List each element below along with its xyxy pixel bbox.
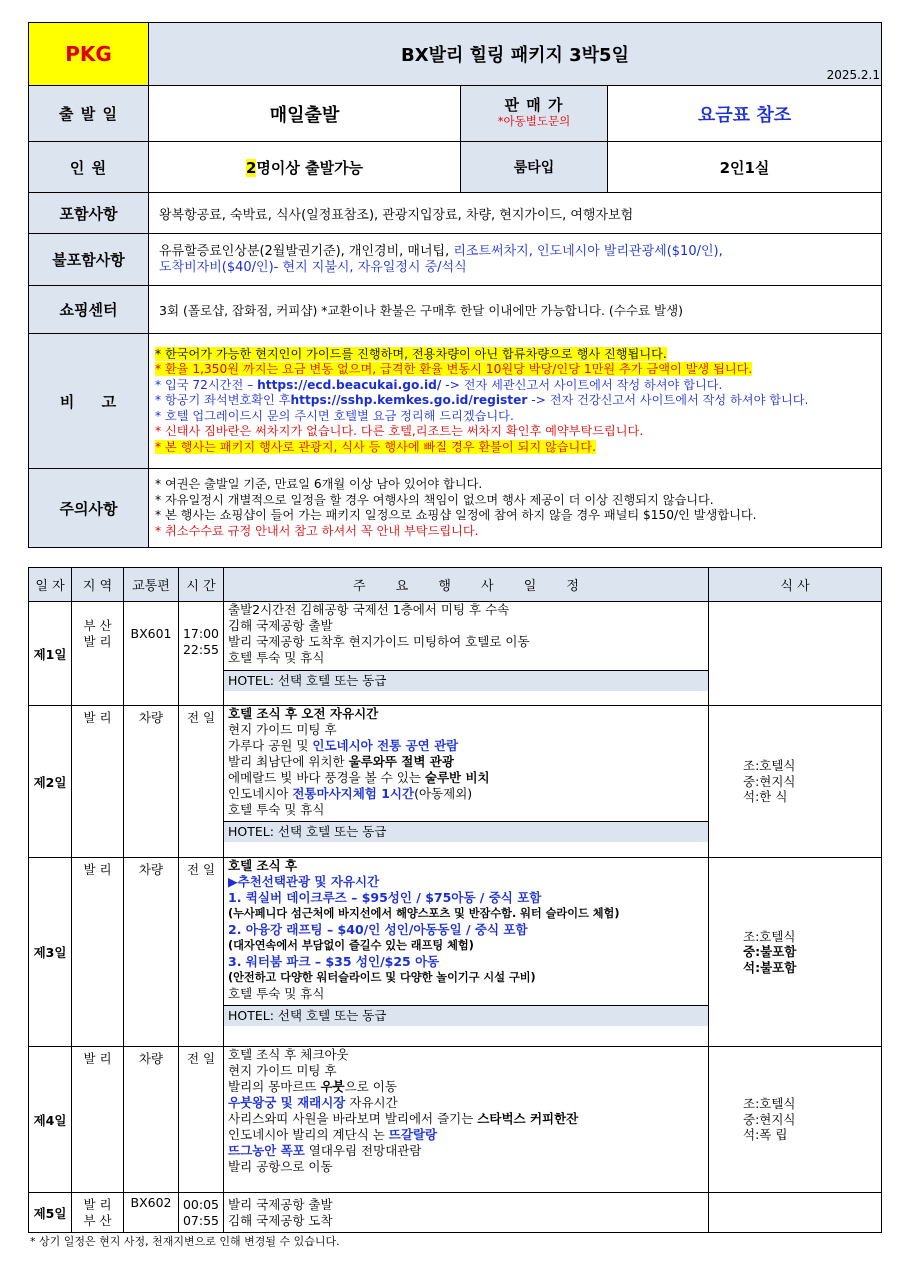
day4-activity-5b: 스타벅스 커피한잔 [477,1111,579,1126]
day3-hotel: HOTEL: 선택 호텔 또는 동급 [224,1005,708,1026]
day4-activity-8: 발리 공항으로 이동 [228,1159,333,1174]
day1-activity-2: 김해 국제공항 출발 [228,618,333,633]
header-meals: 식 사 [709,568,882,602]
day4-activity-4a: 우붓왕궁 및 재래시장 [228,1095,346,1110]
day5-region [72,1193,124,1233]
day2-region: 발 리 [72,706,124,858]
document-date: 2025.2.1 [826,68,880,82]
excluded-line2: 도착비자비($40/인)- 현지 지불시, 자유일정시 중/석식 [159,259,467,275]
day5-region-to: 부 산 [83,1212,112,1228]
day2-activity-5a: 에메랄드 빛 바다 풍경을 볼 수 있는 [228,770,425,785]
remarks-label: 비 고 [29,334,149,469]
day4-activity-3b: 우붓 [320,1079,345,1094]
excluded-value [149,234,882,286]
table-row [29,858,882,1047]
people-min-number: 2 [245,158,257,177]
day3-activity-8: (안전하고 다양한 워터슬라이드 및 다양한 놀이기구 시설 구비) [228,971,536,984]
included-label: 포함사항 [29,193,149,234]
shopping-label: 쇼핑센터 [29,286,149,334]
included-value: 왕복항공료, 숙박료, 식사(일정표참조), 관광지입장료, 차량, 현지가이드, 여행자보험 [149,193,882,234]
day2-activity-3a: 가루다 공원 및 [228,738,313,753]
day2-activity-7: 호텔 투숙 및 휴식 [228,802,325,817]
day2-activity-6c: (아동제외) [414,786,473,801]
price-child-note: *아동별도문의 [497,113,571,128]
pkg-badge: PKG [29,23,149,86]
table-row [29,1193,882,1233]
day1-activity-1: 출발2시간전 김해공항 국제선 1층에서 미팅 후 수속 [228,602,510,617]
room-value: 2인1실 [608,142,882,193]
day2-lunch: 중:현지식 [743,773,796,789]
day4-dinner: 석:폭 립 [743,1127,788,1143]
day1-activity-4: 호텔 투숙 및 휴식 [228,650,325,665]
day3-dinner: 석:불포함 [743,959,797,975]
day2-activity-4b: 울루와뚜 절벽 관광 [348,754,454,769]
excluded-line1b: 리조트써차지, 인도네시아 발리관광세($10/인), [453,244,723,259]
table-row [29,602,882,706]
package-title-cell [149,23,882,86]
remark-4c: -> 전자 건강신고서 사이트에서 작성 하셔야 합니다. [527,393,809,408]
day1-region [72,602,124,706]
day5-meals [709,1193,882,1233]
day3-region: 발 리 [72,858,124,1047]
price-label: 판 매 가 [504,96,564,114]
remark-1: * 한국어가 가능한 현지인이 가이드를 진행하며, 전용차량이 아닌 합류차량으로 행사 진행됩니다. [155,346,667,361]
remark-2: * 환율 1,350원 까지는 요금 변동 없으며, 급격한 환율 변동시 10원당 박당/인당 1만원 추가 금액이 발생 됩니다. [155,362,753,377]
day5-label: 제5일 [29,1193,72,1233]
day2-label: 제2일 [29,706,72,858]
day1-time [179,602,224,706]
footnote: * 상기 일정은 현지 사정, 천재지변으로 인해 변경될 수 있습니다. [30,1235,340,1248]
remark-7: * 본 행사는 패키지 행사로 관광지, 식사 등 행사에 빠질 경우 환불이 되지 않습니다. [155,439,596,454]
day4-activity-2: 현지 가이드 미팅 후 [228,1063,337,1078]
caution-label: 주의사항 [29,469,149,548]
day5-activity-1: 발리 국제공항 출발 [228,1196,333,1212]
day4-breakfast: 조:호텔식 [743,1096,796,1112]
room-label: 룸타입 [461,142,608,193]
day3-activity-6: (대자연속에서 부담없이 즐길수 있는 래프팅 체험) [228,939,474,952]
day4-transport: 차량 [124,1047,179,1193]
day3-activity-1: 호텔 조식 후 [228,858,298,873]
day2-activity-4a: 발리 최남단에 위치한 [228,754,349,769]
day1-time-2: 22:55 [182,641,220,657]
day3-activity-7: 3. 워터붐 파크 – $35 성인/$25 아동 [228,954,440,969]
day2-meals [709,706,882,858]
price-value: 요금표 참조 [608,86,882,142]
header-transport: 교통편 [124,568,179,602]
remark-4a: * 항공기 좌석변호확인 후 [155,393,291,408]
caution-4: * 취소수수료 규정 안내서 참고 하셔서 꼭 안내 부탁드립니다. [155,523,479,538]
day3-activity-9: 호텔 투숙 및 휴식 [228,986,325,1001]
day3-meals [709,858,882,1047]
day2-activities [224,706,709,858]
day5-time [179,1193,224,1233]
remark-6: * 신태사 짐바란은 써차지가 없습니다. 다른 호텔,리조트는 써차지 확인후 예약부탁드립니다. [155,424,644,439]
remark-5: * 호텔 업그레이드시 문의 주시면 호텔별 요금 정리해 드리겠습니다. [155,408,514,423]
day5-activities [224,1193,709,1233]
day4-activity-6b: 뜨갈랄랑 [388,1127,438,1142]
day1-hotel: HOTEL: 선택 호텔 또는 동급 [224,670,708,691]
day4-label: 제4일 [29,1047,72,1193]
package-title: BX발리 힐링 패키지 3박5일 [401,45,629,66]
package-info-table [28,22,882,548]
day3-label: 제3일 [29,858,72,1047]
price-label-cell [461,86,608,142]
day5-time-1: 00:05 [182,1197,220,1212]
day2-activity-1: 호텔 조식 후 오전 자유시간 [228,706,379,721]
shopping-value: 3회 (폴로샵, 잡화점, 커피샵) *교환이나 환불은 구매후 한달 이내에만 가능합니다. (수수료 발생) [149,286,882,334]
day4-activity-7a: 뜨그농안 폭포 [228,1143,305,1158]
day4-lunch: 중:현지식 [743,1111,796,1127]
day2-activity-2: 현지 가이드 미팅 후 [228,722,337,737]
day4-activity-1: 호텔 조식 후 체크아웃 [228,1047,349,1062]
remark-3a: * 입국 72시간전 – [155,377,258,392]
day3-time: 전 일 [179,858,224,1047]
day1-activities [224,602,709,706]
day3-activity-4: (누사페니다 섬근처에 바지선에서 해양스포츠 및 반잠수함. 워터 슬라이드 체험) [228,907,620,920]
day3-breakfast: 조:호텔식 [743,928,796,944]
day2-breakfast: 조:호텔식 [743,758,796,774]
header-region: 지 역 [72,568,124,602]
departure-label: 출 발 일 [29,86,149,142]
day4-activity-4b: 자유시간 [345,1095,398,1110]
day3-activity-5: 2. 아융강 래프팅 – $40/인 성인/아동동일 / 중식 포함 [228,922,528,937]
day1-activity-3: 발리 국제공항 도착후 현지가이드 미팅하여 호텔로 이동 [228,634,530,649]
day5-time-2: 07:55 [182,1212,220,1228]
day1-meals [709,602,882,706]
excluded-line1a: 유류할증료인상분(2월발권기준), 개인경비, 매너팁, [159,244,454,259]
day4-activity-6a: 인도네시아 발리의 계단식 논 [228,1127,389,1142]
departure-value: 매일출발 [149,86,461,142]
day3-transport: 차량 [124,858,179,1047]
day1-transport: BX601 [124,602,179,706]
remark-3-link[interactable]: https://ecd.beacukai.go.id/ [257,377,442,392]
day4-activities [224,1047,709,1193]
day3-activity-3: 1. 퀵실버 데이크루즈 – $95성인 / $75아동 / 중식 포함 [228,890,542,905]
table-row [29,706,882,858]
day2-activity-6b: 전통마사지체험 1시간 [292,786,415,801]
day5-transport: BX602 [124,1193,179,1233]
day4-region: 발 리 [72,1047,124,1193]
remarks-value [149,334,882,469]
day2-transport: 차량 [124,706,179,858]
caution-1: * 여권은 출발일 기준, 만료일 6개월 이상 남아 있어야 합니다. [155,477,483,491]
day1-label: 제1일 [29,602,72,706]
day3-activities [224,858,709,1047]
excluded-label: 불포함사항 [29,234,149,286]
day1-region-from: 부 산 [83,618,112,633]
day2-activity-6a: 인도네시아 [228,786,293,801]
day3-activity-2: ▶추천선택관광 및 자유시간 [228,874,380,889]
people-value-text: 명이상 출발가능 [256,158,364,177]
day5-region-from: 발 리 [83,1197,112,1212]
people-label: 인 원 [29,142,149,193]
day2-activity-5b: 술루반 비치 [424,770,490,785]
day2-dinner: 석:한 식 [743,789,788,805]
day1-region-to: 발 리 [83,633,112,649]
itinerary-table [28,567,882,1233]
header-day: 일 자 [29,568,72,602]
day2-time: 전 일 [179,706,224,858]
remark-4-link[interactable]: https://sshp.kemkes.go.id/register [290,393,528,408]
day4-activity-3a: 발리의 몽마르뜨 [228,1079,321,1094]
day4-time: 전 일 [179,1047,224,1193]
day2-hotel: HOTEL: 선택 호텔 또는 동급 [224,821,708,842]
caution-value [149,469,882,548]
caution-3: * 본 행사는 쇼핑샵이 들어 가는 패키지 일정으로 쇼핑샵 일정에 참여 하지 않을 경우 패널티 $150/인 발생합니다. [155,508,757,522]
day5-activity-2: 김해 국제공항 도착 [228,1212,333,1228]
caution-2: * 자유일정시 개별적으로 일정을 할 경우 여행사의 책임이 없으며 행사 제공이 더 이상 진행되지 않습니다. [155,492,714,507]
remark-3c: -> 전자 세관신고서 사이트에서 작성 하셔야 합니다. [441,377,723,392]
table-row [29,1047,882,1193]
day4-activity-5a: 사리스와띠 사원을 바라보며 발리에서 즐기는 [228,1111,478,1126]
day4-activity-3c: 으로 이동 [344,1079,397,1094]
day1-time-1: 17:00 [182,626,220,641]
day4-meals [709,1047,882,1193]
day4-activity-7b: 열대우림 전망대관람 [304,1143,422,1158]
header-activities: 주 요 행 사 일 정 [224,568,709,602]
day2-activity-3b: 인도네시아 전통 공연 관람 [312,738,459,753]
header-time: 시 간 [179,568,224,602]
itinerary-header-row [29,568,882,602]
day3-lunch: 중:불포함 [743,944,797,960]
people-value [149,142,461,193]
